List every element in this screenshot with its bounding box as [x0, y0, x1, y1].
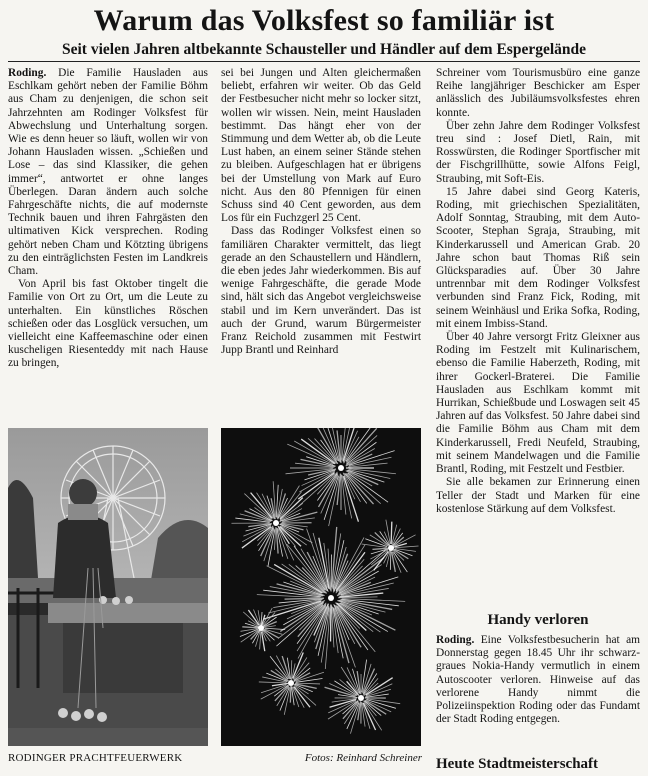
paragraph: Schreiner vom Tourismusbüro eine ganze Reihe langjähriger Beschicker am Esper anlässlich des Jubiläumsvolksfestes ehren konnte. — [436, 67, 640, 119]
box-text — [436, 634, 640, 726]
paragraph: Über 40 Jahre versorgt Fritz Gleixner aus Roding im Festzelt mit Kulinarischem, ebenso die Familie Haberzeth, Roding, mit ihrer Gockerl-Braterei. Die Familie Hausladen aus Eschlkam kommt mit Hurrikan, Schießbude und Loswagen seit 45 Jahren auf das Volksfest. 50 Jahre dabei sind die Familie Böhm aus Cham mit dem Kinderkarussell, Fredi Neufeld, Straubing, mit seinem Mandelwagen und die Familie Brantl, Roding, mit Festzelt und Festbier. — [436, 331, 640, 476]
headline: Warum das Volksfest so familiär ist — [93, 4, 555, 37]
photo-stall-owner-image — [8, 428, 208, 746]
article-column-1 — [8, 67, 208, 371]
paragraph: 15 Jahre dabei sind Georg Kateris, Roding, mit griechischen Spezialitäten, Adolf Sonntag, Straubing, mit dem Auto-Scooter, Stephan Sgraja, Straubing, mit Kinderkarussell und American Grab. 20 Jahre schon baut Thomas Riß sein Glücksparadies auf. Über 30 Jahre untrennbar mit dem Rodinger Volksfest verbunden sind Franz Fick, Roding, mit seinem Weinhäusl und Erika Sofka, Roding, mit einem Imbiss-Stand. — [436, 185, 640, 330]
box-paragraph: Eine Volksfestbesucherin hat am Donnerstag gegen 18.45 Uhr ihr schwarz-graues Nokia-Handy vermutlich in einem Autoscooter verloren. Hinweise auf das verlorene Handy nimmt die Polizeiinspektion Roding oder das Fundamt der Stadt Roding entgegen. — [436, 634, 640, 726]
paragraph: sei bei Jungen und Alten gleichermaßen beliebt, erfahren wir weiter. Ob das Geld der Festbesucher nicht mehr so locker sitzt, wollen wir wissen. Nein, meint Hausladen bestimmt. Das hängt eher von der Stimmung und dem Wetter ab, ob die Leute Lust haben, an einem seiner Stände stehen zu bleiben. Aufgeschlagen hat er übrigens bei der Umstellung von Mark auf Euro nicht. Aus den 80 Pfennigen für einen Schuss sind 40 Cent geworden, aus dem Los für ein Fuchzgerl 25 Cent. — [221, 67, 421, 225]
photo-credit: Fotos: Reinhard Schreiner — [304, 752, 422, 764]
article-column-2 — [221, 67, 421, 357]
next-article-head: Heute Stadtmeisterschaft — [436, 756, 599, 772]
photo-caption: RODINGER PRACHTFEUERWERK — [8, 752, 183, 764]
article-column-3 — [436, 67, 640, 516]
paragraph: Dass das Rodinger Volksfest einen so familiären Charakter vermittelt, das liegt gerade an den Schaustellern und Händlern, die eben jedes Jahr wiederkommen. Bis auf wenige Fahrgeschäfte, die gerade Mode sind, hält sich das Angebot vergleichsweise stabil und im Kern unverändert. Das ist auch der Grund, warum Bürgermeister Franz Reichold zusammen mit Festwirt Jupp Brantl und Reinhard — [221, 225, 421, 357]
fireworks-image — [221, 428, 421, 746]
box-dateline: Roding. — [436, 634, 475, 646]
photo-fireworks — [221, 428, 421, 746]
subheadline: Seit vielen Jahren altbekannte Schausteller und Händler auf dem Espergelände — [61, 41, 587, 58]
divider — [8, 61, 640, 62]
box-title: Handy verloren — [487, 612, 589, 628]
paragraph: Über zehn Jahre dem Rodinger Volksfest treu sind : Josef Dietl, Rain, mit Rosswürsten, die Rodinger Sportfischer mit der Fischgrillhütte, sowie Alfons Feigl, Straubing, mit Soft-Eis. — [436, 119, 640, 185]
photo-stall-owner — [8, 428, 208, 746]
paragraph: Von April bis fast Oktober tingelt die Familie von Ort zu Ort, um die Leute zu unterhalten. Ein künstliches Röschen schießen oder das Losglück versuchen, um vielleicht eine Kaffeemaschine oder einen kuscheligen Riesenteddy mit nach Hause zu bringen, — [8, 278, 208, 370]
dateline: Roding. — [8, 67, 47, 79]
paragraph: Die Familie Hausladen aus Eschlkam gehört neben der Familie Böhm aus Cham zu denjenigen, die schon seit Jahrzehnten am Rodinger Volksfest für Abwechslung und Unterhaltung sorgen. Wie es denn heuer so läuft, wollen wir von Johann Hausladen wissen. „Schießen und Lose – das sind Klassiker, die gehen immer“, antwortet er ohne langes Überlegen. Daran ändern auch solche Fahrgeschäfte nichts, die auf modernste Technik bauen und ihren Fahrgästen den ultimativen Kick versprechen. Roding gehört neben Cham und Kötzting übrigens zu den einträglichsten Festen im Landkreis Cham. — [8, 67, 208, 278]
paragraph: Sie alle bekamen zur Erinnerung einen Teller der Stadt und Marken für eine kostenlose Stärkung auf dem Volksfest. — [436, 476, 640, 515]
